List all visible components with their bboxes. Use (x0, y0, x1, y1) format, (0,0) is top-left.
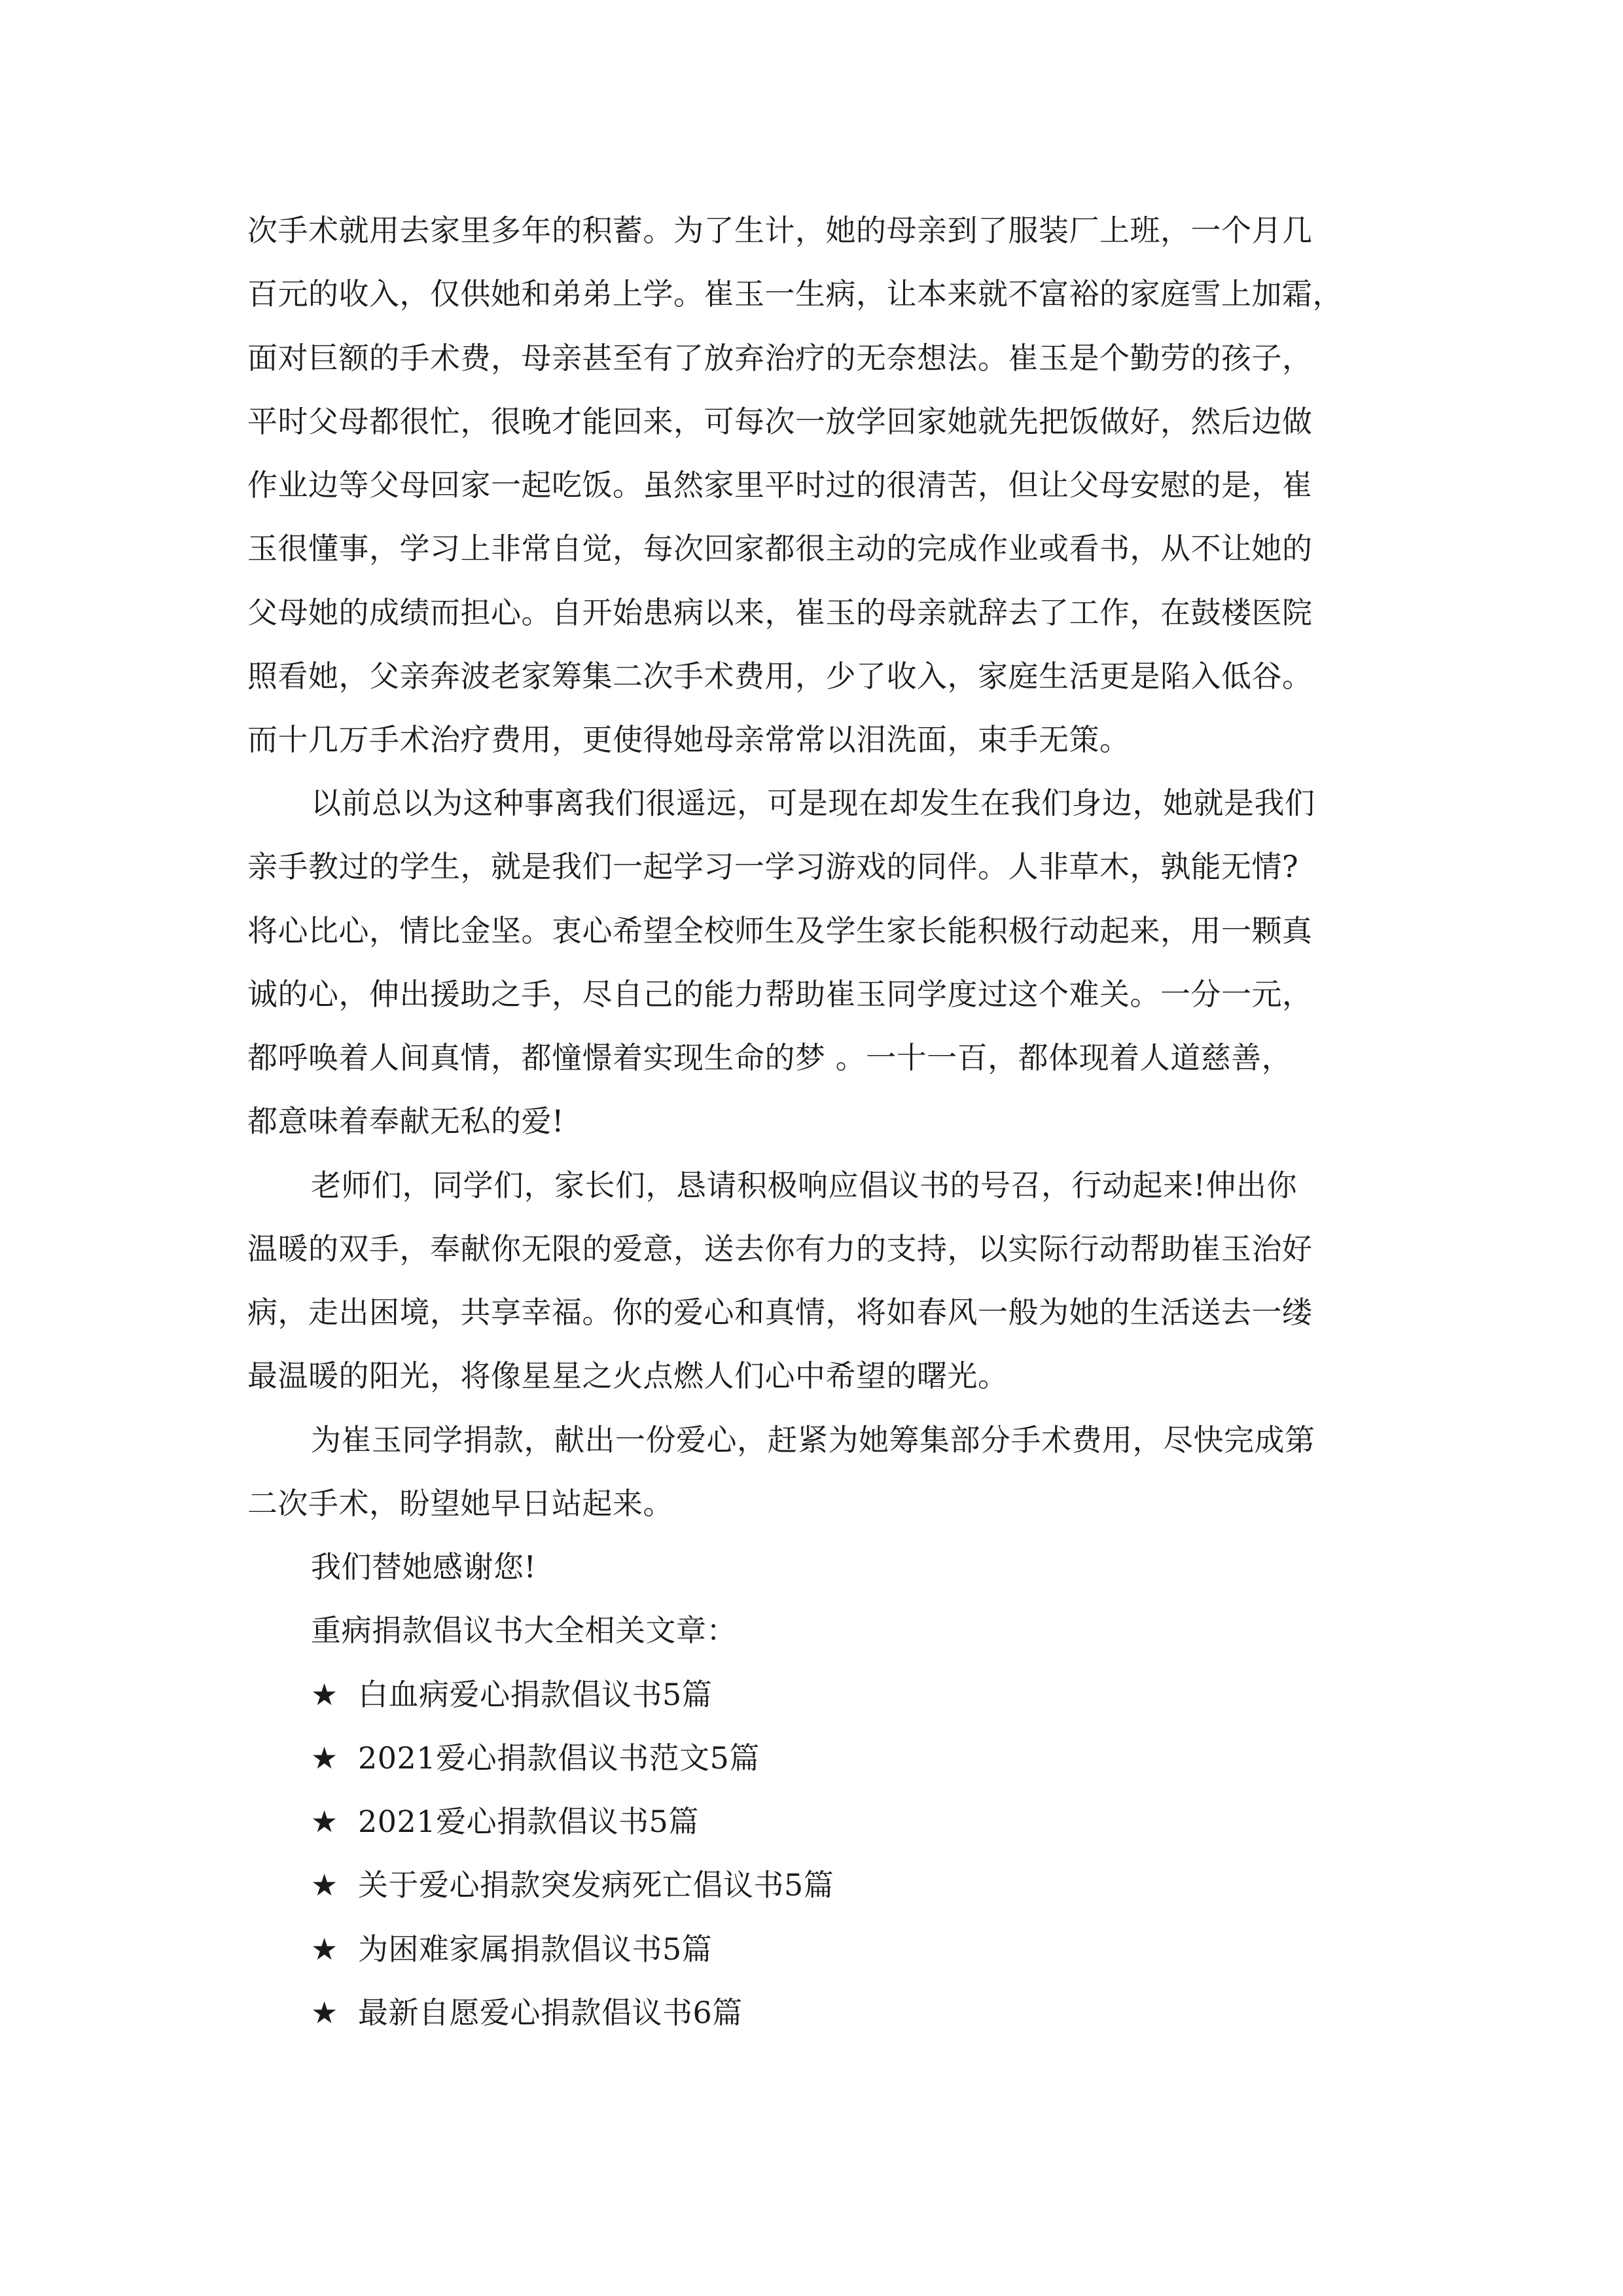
paragraph-2-line-5: 都呼唤着人间真情，都憧憬着实现生命的梦 。一十一百，都体现着人道慈善， (247, 1040, 1293, 1075)
paragraph-3-line-3: 病，走出困境，共享幸福。你的爱心和真情，将如春风一般为她的生活送去一缕 (247, 1295, 1313, 1330)
paragraph-2-line-1: 以前总以为这种事离我们很遥远，可是现在却发生在我们身边，她就是我们 (311, 785, 1315, 821)
paragraph-1-line-8: 照看她，父亲奔波老家筹集二次手术费用，少了收入，家庭生活更是陷入低谷。 (247, 658, 1313, 694)
paragraph-1-line-3: 面对巨额的手术费，母亲甚至有了放弃治疗的无奈想法。崔玉是个勤劳的孩子， (247, 340, 1313, 376)
star-icon: ★ (311, 1804, 338, 1839)
related-article-link[interactable] (311, 1802, 699, 1841)
paragraph-1-line-5: 作业边等父母回家一起吃饭。虽然家里平时过的很清苦，但让父母安慰的是，崔 (247, 467, 1313, 503)
related-article-link[interactable] (311, 1738, 760, 1778)
paragraph-1-line-7: 父母她的成绩而担心。自开始患病以来，崔玉的母亲就辞去了工作，在鼓楼医院 (247, 595, 1313, 630)
paragraph-2-line-3: 将心比心，情比金坚。衷心希望全校师生及学生家长能积极行动起来，用一颗真 (247, 913, 1313, 948)
paragraph-3-line-1: 老师们，同学们，家长们，恳请积极响应倡议书的号召，行动起来!伸出你 (311, 1168, 1297, 1203)
paragraph-2-line-2: 亲手教过的学生，就是我们一起学习一学习游戏的同伴。人非草木，孰能无情? (247, 849, 1299, 884)
related-article-title: 最新自愿爱心捐款倡议书6篇 (358, 1995, 743, 2030)
paragraph-2-line-4: 诚的心，伸出援助之手，尽自己的能力帮助崔玉同学度过这个难关。一分一元， (247, 977, 1313, 1012)
star-icon: ★ (311, 1931, 338, 1967)
paragraph-4-line-2: 二次手术，盼望她早日站起来。 (247, 1486, 673, 1521)
related-articles-heading: 重病捐款倡议书大全相关文章： (311, 1613, 737, 1648)
paragraph-5-line-1: 我们替她感谢您! (311, 1549, 537, 1585)
related-article-title: 为困难家属捐款倡议书5篇 (358, 1931, 713, 1967)
related-article-title: 白血病爱心捐款倡议书5篇 (358, 1677, 713, 1712)
related-article-link[interactable] (311, 1865, 834, 1905)
paragraph-3-line-2: 温暖的双手，奉献你无限的爱意，送去你有力的支持，以实际行动帮助崔玉治好 (247, 1231, 1313, 1266)
star-icon: ★ (311, 1995, 338, 2030)
related-article-title: 关于爱心捐款突发病死亡倡议书5篇 (358, 1867, 834, 1903)
star-icon: ★ (311, 1740, 338, 1776)
star-icon: ★ (311, 1677, 338, 1712)
star-icon: ★ (311, 1867, 338, 1903)
related-article-title: 2021爱心捐款倡议书范文5篇 (358, 1740, 760, 1776)
related-article-link[interactable] (311, 1675, 712, 1714)
paragraph-1-line-2: 百元的收入，仅供她和弟弟上学。崔玉一生病，让本来就不富裕的家庭雪上加霜， (247, 276, 1343, 312)
paragraph-3-line-4: 最温暖的阳光，将像星星之火点燃人们心中希望的曙光。 (247, 1358, 1008, 1393)
paragraph-4-line-1: 为崔玉同学捐款，献出一份爱心，赶紧为她筹集部分手术费用，尽快完成第 (311, 1422, 1315, 1458)
related-article-link[interactable] (311, 1929, 712, 1969)
paragraph-1-line-6: 玉很懂事，学习上非常自觉，每次回家都很主动的完成作业或看书，从不让她的 (247, 531, 1313, 566)
related-article-title: 2021爱心捐款倡议书5篇 (358, 1804, 699, 1839)
paragraph-1-line-9: 而十几万手术治疗费用，更使得她母亲常常以泪洗面，束手无策。 (247, 722, 1130, 757)
paragraph-1-line-1: 次手术就用去家里多年的积蓄。为了生计，她的母亲到了服装厂上班，一个月几 (247, 213, 1313, 248)
paragraph-1-line-4: 平时父母都很忙，很晚才能回来，可每次一放学回家她就先把饭做好，然后边做 (247, 404, 1313, 439)
related-article-link[interactable] (311, 1993, 743, 2032)
paragraph-2-line-6: 都意味着奉献无私的爱! (247, 1103, 564, 1139)
